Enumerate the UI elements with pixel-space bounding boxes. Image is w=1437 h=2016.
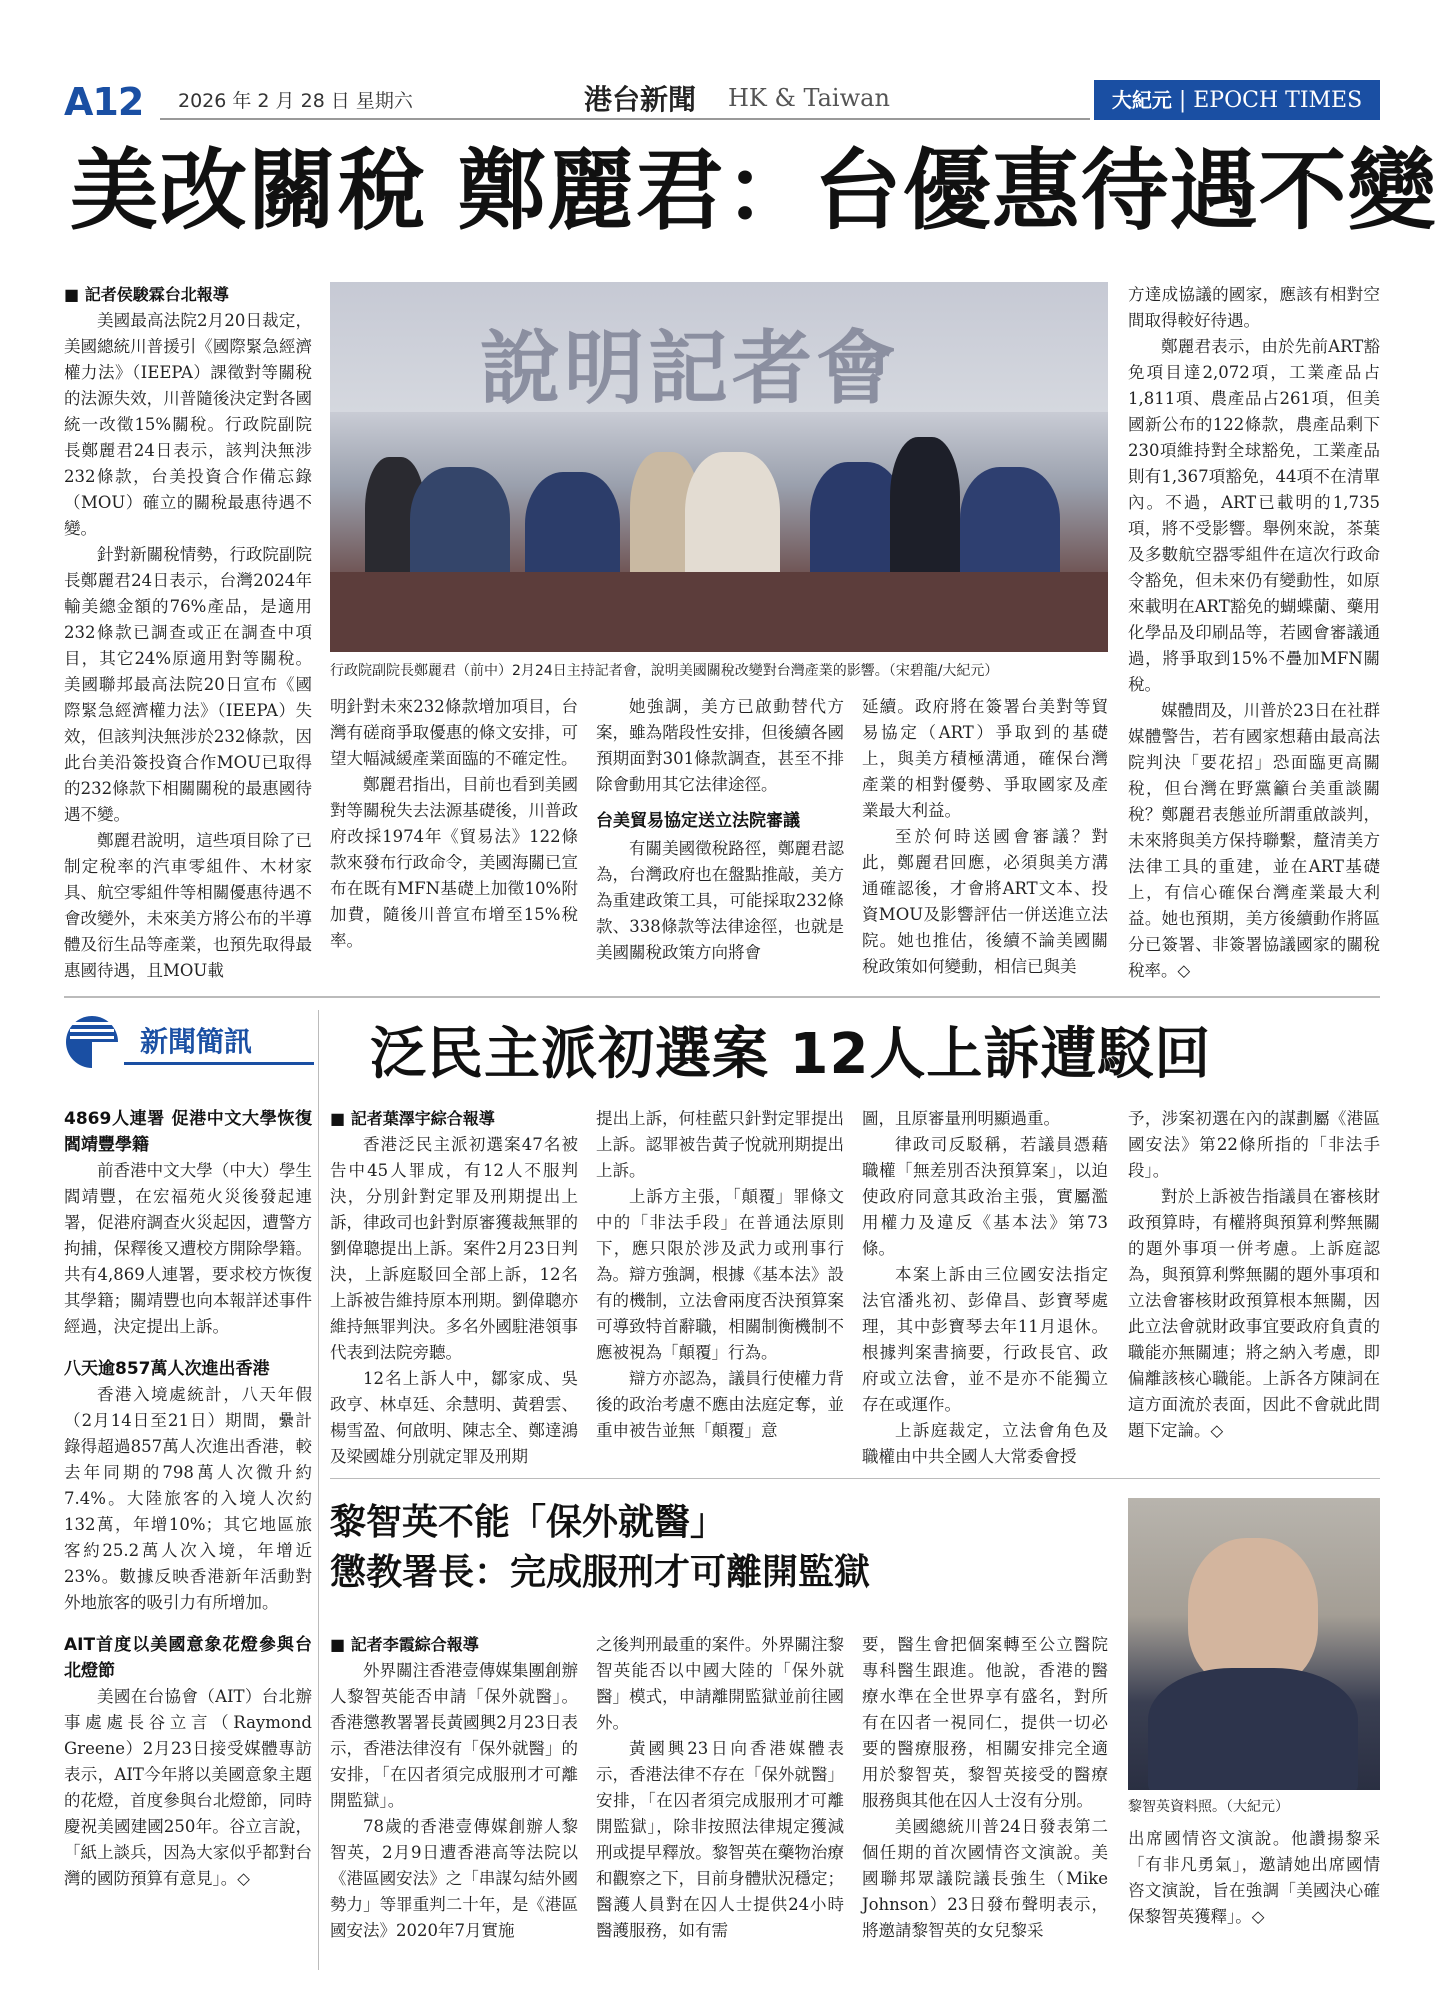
paragraph: 方達成協議的國家，應該有相對空間取得較好待遇。 — [1128, 285, 1380, 330]
paragraph: 辯方亦認為，議員行使權力背後的政治考慮不應由法庭定奪，並重申被告並無「顛覆」意 — [596, 1369, 844, 1440]
story3-column-4 — [1128, 1826, 1380, 1930]
paragraph: 之後判刑最重的案件。外界關注黎智英能否以中國大陸的「保外就醫」模式，申請離開監獄並前往國外。 — [596, 1635, 844, 1732]
paragraph: 上訴庭裁定，立法會角色及職權由中共全國人大常委會授 — [862, 1421, 1108, 1466]
paragraph: 上訴方主張，「顛覆」罪條文中的「非法手段」在普通法原則下，應只限於涉及武力或刑事行為。辯方強調，根據《基本法》設有的機制，立法會兩度否決預算案可導致特首辭職，相關制衡機制不應被視為「顛覆」行為。 — [596, 1187, 844, 1362]
story2-column-3 — [862, 1106, 1108, 1470]
paragraph: 媒體問及，川普於23日在社群媒體警告，若有國家想藉由最高法院判決「要花招」恐面臨更高關稅，但台灣在野黨籲台美重談關稅？鄭麗君表態並所謂重啟談判，未來將與美方保持聯繫，釐清美方法律工具的重建，並在ART基礎上，有信心確保台灣產業最大利益。她也預期，美方後續動作將區分已簽署、非簽署協議國家的關稅稅率。◇ — [1128, 701, 1380, 980]
paragraph: 要，醫生會把個案轉至公立醫院專科醫生跟進。他說，香港的醫療水準在全世界享有盛名，對所有在囚者一視同仁，提供一切必要的醫療服務，相關安排完全適用於黎智英，黎智英接受的醫療服務與其他在囚人士沒有分別。 — [862, 1635, 1108, 1810]
paragraph: 鄭麗君說明，這些項目除了已制定稅率的汽車零組件、木材家具、航空零組件等相關優惠待遇不會改變外，未來美方將公布的半導體及衍生品等產業，也預先取得最惠國待遇，且MOU載 — [64, 831, 312, 980]
brief-body: 前香港中文大學（中大）學生閻靖豐，在宏福苑火災後發起連署，促港府調查火災起因，遭警方拘捕，保釋後又遭校方開除學籍。共有4,869人連署，要求校方恢復其學籍；關靖豐也向本報詳述事件經過，決定提出上訴。 — [64, 1161, 312, 1336]
paragraph: 有關美國徵稅路徑，鄭麗君認為，台灣政府也在盤點推敲，美方為重建政策工具，可能採取232條款、338條款等法律途徑，也就是美國關稅政策方向將會 — [596, 839, 844, 962]
section-title-en: HK & Taiwan — [728, 84, 890, 112]
paragraph: 美國總統川普24日發表第二個任期的首次國情咨文演說。美國聯邦眾議院議長強生（Mike Johnson）23日發布聲明表示，將邀請黎智英的女兒黎采 — [862, 1817, 1108, 1940]
lead-photo-caption: 行政院副院長鄭麗君（前中）2月24日主持記者會，說明美國關稅改變對台灣產業的影響。（宋碧龍/大紀元） — [330, 663, 999, 679]
lead-column-4 — [862, 694, 1108, 980]
briefs-header — [64, 1014, 314, 1074]
story2-column-4 — [1128, 1106, 1380, 1444]
briefs-label: 新聞簡訊 — [140, 1025, 253, 1058]
section-divider — [330, 1478, 1380, 1479]
lead-headline: 美改關稅 鄭麗君：台優惠待遇不變 — [70, 139, 1437, 242]
paragraph: 78歲的香港壹傳媒創辦人黎智英，2月9日遭香港高等法院以《港區國安法》之「串謀勾結外國勢力」等罪重判二十年，是《港區國安法》2020年7月實施 — [330, 1817, 578, 1940]
paragraph: 本案上訴由三位國安法指定法官潘兆初、彭偉昌、彭寶琴處理，其中彭寶琴去年11月退休。根據判案書摘要，行政長官、政府或立法會，並不是亦不能獨立存在或運作。 — [862, 1265, 1108, 1414]
paragraph: 對於上訴被告指議員在審核財政預算時，有權將與預算利弊無關的題外事項一併考慮。上訴庭認為，與預算利弊無關的題外事項和立法會審核財政預算根本無關，因此立法會就財政事宜要政府負責的職能亦無關連；將之納入考慮，即偏離該核心職能。上訴各方陳詞在這方面流於表面，因此不會就此問題下定論。◇ — [1128, 1187, 1380, 1440]
story2-column-2 — [596, 1106, 844, 1444]
paragraph: 出席國情咨文演說。他讚揚黎采「有非凡勇氣」，邀請她出席國情咨文演說，旨在強調「美國決心確保黎智英獲釋」。◇ — [1128, 1829, 1380, 1926]
lead-subhead: 台美貿易協定送立法院審議 — [596, 811, 800, 831]
paragraph: 香港泛民主派初選案47名被告中45人罪成，有12人不服判決，分別針對定罪及刑期提出上訴，律政司也針對原審獲裁無罪的劉偉聰提出上訴。案件2月23日判決，上訴庭駁回全部上訴，12名上訴被告維持原本刑期。劉偉聰亦維持無罪判決。多名外國駐港領事代表到法院旁聽。 — [330, 1135, 578, 1362]
photo-banner-text: 說明記者會 — [480, 322, 900, 415]
story3-photo — [1128, 1498, 1380, 1790]
paragraph: 12名上訴人中，鄒家成、吳政亨、林卓廷、余慧明、黃碧雲、楊雪盈、何啟明、陳志全、鄭達鴻及梁國雄分別就定罪及刑期 — [330, 1369, 578, 1466]
lead-byline: ■ 記者侯駿霖台北報導 — [64, 282, 312, 308]
story2-headline: 泛民主派初選案 12人上訴遭駁回 — [370, 1022, 1212, 1087]
paragraph: 提出上訴，何桂藍只針對定罪提出上訴。認罪被告黃子悅就刑期提出上訴。 — [596, 1109, 844, 1180]
story3-photo-caption: 黎智英資料照。（大紀元） — [1128, 1799, 1289, 1815]
paragraph: 明針對未來232條款增加項目，台灣有磋商爭取優惠的條文安排，可望大幅減緩產業面臨的不確定性。 — [330, 697, 578, 768]
paragraph: 延續。政府將在簽署台美對等貿易協定（ART）爭取到的基礎上，與美方積極溝通，確保台灣產業的相對優勢、爭取國家及產業最大利益。 — [862, 697, 1108, 820]
paragraph: 鄭麗君表示，由於先前ART豁免項目達2,072項，工業產品占1,811項、農產品占261項，但美國新公布的122條款，農產品剩下230項維持對全球豁免，工業產品則有1,367項豁免，44項不在清單內。不過，ART已載明的1,735項，將不受影響。舉例來說，茶葉及多數航空器零組件在這次行政命令豁免，但未來仍有變動性，如原來載明在ART豁免的蝴蝶蘭、藥用化學品及印刷品等，若國會審議通過，將爭取到15%不疊加MFN關稅。 — [1128, 337, 1380, 694]
paragraph: 圖，且原審量刑明顯過重。 — [862, 1109, 1060, 1128]
brief-title: 4869人連署 促港中文大學恢復閻靖豐學籍 — [64, 1109, 312, 1155]
brief-title: AIT首度以美國意象花燈參與台北燈節 — [64, 1635, 312, 1681]
briefs-logo-icon — [64, 1014, 124, 1070]
masthead-rule — [160, 118, 1090, 120]
lead-column-3 — [596, 694, 844, 966]
brand-logo: 大紀元 | EPOCH TIMES — [1094, 80, 1380, 120]
briefs-column — [64, 1106, 312, 1892]
brief-body: 美國在台協會（AIT）台北辦事處處長谷立言（Raymond Greene）2月23日接受媒體專訪表示，AIT今年將以美國意象主題的花燈，首度參與台北燈節，同時慶祝美國建國250年。谷立言說，「紙上談兵，因為大家似乎都對台灣的國防預算有意見」。◇ — [64, 1687, 312, 1888]
lead-column-1 — [64, 282, 312, 984]
paragraph: 外界關注香港壹傳媒集團創辦人黎智英能否申請「保外就醫」。香港懲教署署長黃國興2月23日表示，香港法律沒有「保外就醫」的安排，「在囚者須完成服刑才可離開監獄」。 — [330, 1661, 578, 1810]
story2-byline: ■ 記者葉澤宇綜合報導 — [330, 1106, 578, 1132]
story3-column-1 — [330, 1632, 578, 1944]
paragraph: 黃國興23日向香港媒體表示，香港法律不存在「保外就醫」安排，「在囚者須完成服刑才可離開監獄」，除非按照法律規定獲減刑或提早釋放。黎智英在藥物治療和觀察之下，目前身體狀況穩定；醫護人員對在囚人士提供24小時醫護服務，如有需 — [596, 1739, 844, 1940]
story3-column-2 — [596, 1632, 844, 1944]
lead-column-5 — [1128, 282, 1380, 984]
paragraph: 針對新關稅情勢，行政院副院長鄭麗君24日表示，台灣2024年輸美總金額的76%產品，是適用232條款已調查或正在調查中項目，其它24%原適用對等關稅。美國聯邦最高法院20日宣布《國際緊急經濟權力法》（IEEPA）失效，但該判決無涉於232條款，因此台美沿簽投資合作MOU已取得的232條款下相關關稅的最惠國待遇不變。 — [64, 545, 312, 824]
brief-title: 八天逾857萬人次進出香港 — [64, 1359, 270, 1379]
story3-headline-line1: 黎智英不能「保外就醫」 — [330, 1502, 727, 1543]
issue-date: 2026 年 2 月 28 日 星期六 — [178, 90, 413, 112]
paragraph: 她強調，美方已啟動替代方案，雖為階段性安排，但後續各國預期面對301條款調查，甚至不排除會動用其它法律途徑。 — [596, 697, 844, 794]
lead-column-2 — [330, 694, 578, 954]
paragraph: 美國最高法院2月20日裁定，美國總統川普援引《國際緊急經濟權力法》（IEEPA）課徵對等關稅的法源失效，川普隨後決定對各國統一改徵15%關稅。行政院副院長鄭麗君24日表示，該判決無涉232條款，台美投資合作備忘錄（MOU）確立的關稅最惠待遇不變。 — [64, 311, 312, 538]
story2-column-1 — [330, 1106, 578, 1470]
story3-byline: ■ 記者李霞綜合報導 — [330, 1632, 578, 1658]
section-title: 港台新聞 — [584, 83, 697, 116]
paragraph: 鄭麗君指出，目前也看到美國對等關稅失去法源基礎後，川普政府改採1974年《貿易法》122條款來發布行政命令，美國海關已宣布在既有MFN基礎上加徵10%附加費，隨後川普宣布增至15%稅率。 — [330, 775, 578, 950]
paragraph: 予，涉案初選在內的謀劃屬《港區國安法》第22條所指的「非法手段」。 — [1128, 1109, 1380, 1180]
column-rule — [318, 1010, 319, 1970]
story3-column-3 — [862, 1632, 1108, 1944]
paragraph: 至於何時送國會審議？對此，鄭麗君回應，必須與美方溝通確認後，才會將ART文本、投資MOU及影響評估一併送進立法院。她也推估，後續不論美國關稅政策如何變動，相信已與美 — [862, 827, 1108, 976]
press-table — [330, 572, 1108, 652]
page-number: A12 — [64, 80, 144, 124]
lead-photo — [330, 282, 1108, 652]
story3-headline-line2: 懲教署長：完成服刑才可離開監獄 — [330, 1552, 871, 1593]
section-divider — [64, 996, 1380, 998]
brief-body: 香港入境處統計，八天年假（2月14日至21日）期間，纍計錄得超過857萬人次進出香港，較去年同期的798萬人次微升約7.4%。大陸旅客的入境人次約132萬，年增10%；其它地區旅客約25.2萬人次入境，年增近23%。數據反映香港新年活動對外地旅客的吸引力有所增加。 — [64, 1385, 312, 1612]
paragraph: 律政司反駁稱，若議員憑藉職權「無差別否決預算案」，以迫使政府同意其政治主張，實屬濫用權力及違反《基本法》第73條。 — [862, 1135, 1108, 1258]
